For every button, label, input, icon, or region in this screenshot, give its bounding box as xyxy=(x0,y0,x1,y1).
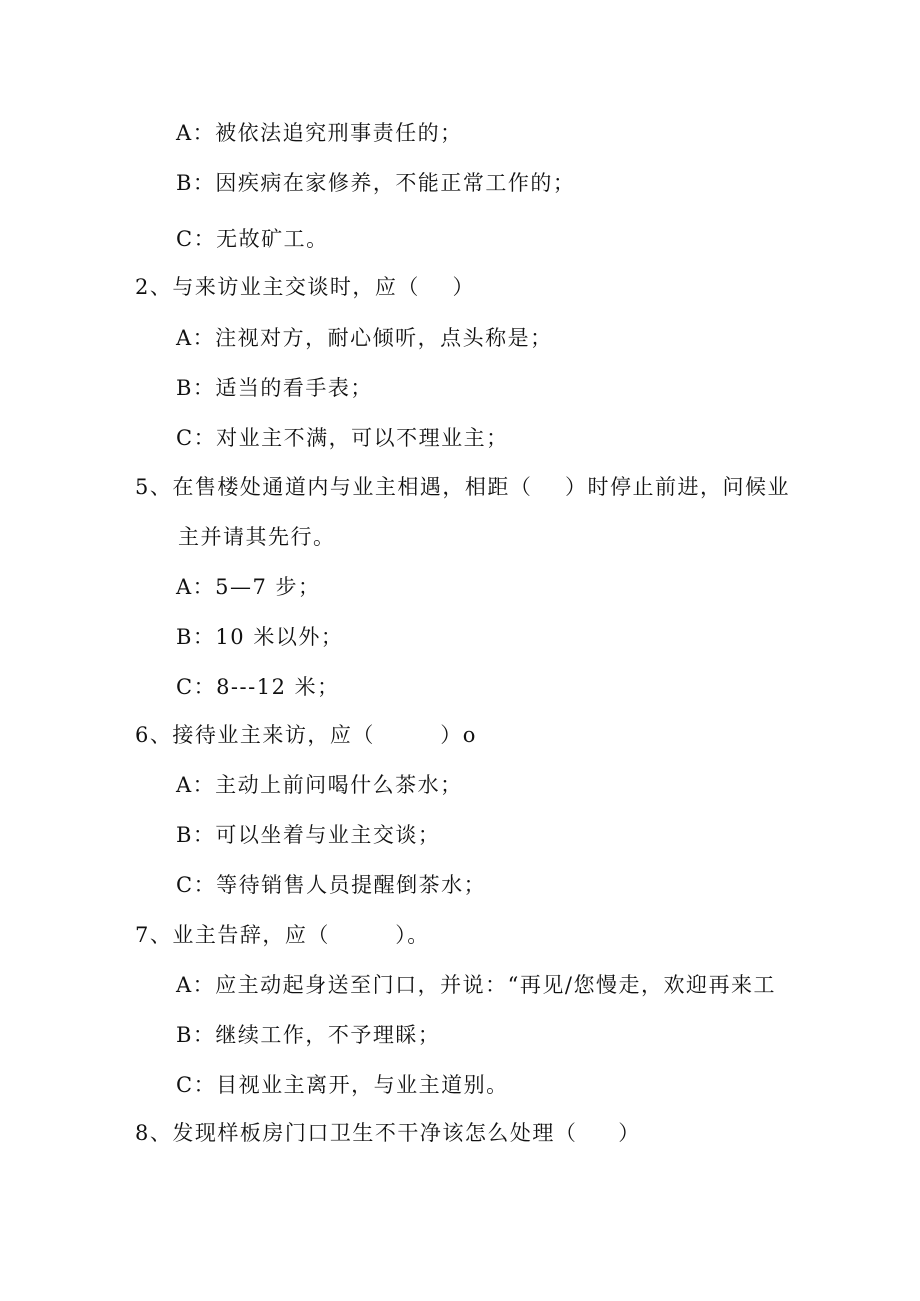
option-line: B：可以坐着与业主交谈； xyxy=(176,823,441,847)
question-line: 2、与来访业主交谈时，应（ ） xyxy=(135,275,476,299)
option-line: B：适当的看手表； xyxy=(176,376,373,400)
option-line: A：被依法追究刑事责任的； xyxy=(176,121,463,145)
option-line: B：10 米以外； xyxy=(176,625,344,649)
option-line: B：因疾病在家修养，不能正常工作的； xyxy=(176,171,576,195)
question-line: 8、发现样板房门口卫生不干净该怎么处理（ ） xyxy=(135,1121,641,1145)
option-line: C：无故矿工。 xyxy=(176,227,329,251)
option-line: A：5—7 步； xyxy=(176,575,321,599)
option-line: A：主动上前问喝什么茶水； xyxy=(176,773,463,797)
question-line: 6、接待业主来访，应（ ）o xyxy=(135,723,477,747)
option-line: C：8---12 米； xyxy=(176,675,340,699)
option-line: C：对业主不满，可以不理业主； xyxy=(176,426,509,450)
option-line: B：继续工作，不予理睬； xyxy=(176,1023,441,1047)
question-line: 7、业主告辞，应（ ）。 xyxy=(135,923,430,947)
option-line: A：注视对方，耐心倾听，点头称是； xyxy=(176,326,553,350)
option-line: C：等待销售人员提醒倒茶水； xyxy=(176,873,487,897)
option-line: A：应主动起身送至门口，并说：“再见/您慢走，欢迎再来工 xyxy=(176,973,776,997)
question-line: 5、在售楼处通道内与业主相遇，相距（ ）时停止前进，问候业 xyxy=(135,475,791,499)
question-continuation-line: 主并请其先行。 xyxy=(178,525,336,549)
option-line: C：目视业主离开，与业主道别。 xyxy=(176,1073,509,1097)
